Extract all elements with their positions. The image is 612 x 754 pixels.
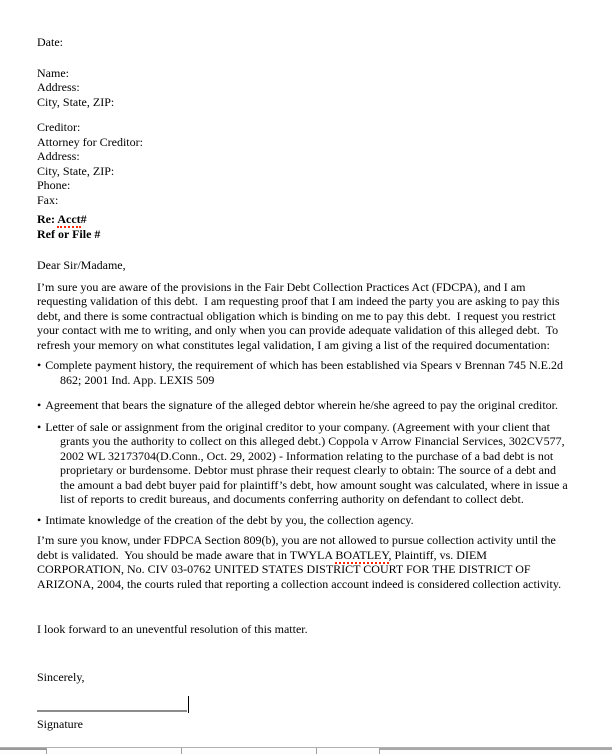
recipient-address-line: Address: bbox=[37, 80, 80, 94]
closing-misspelled-word: BOATLEY bbox=[335, 547, 389, 562]
date-line: Date: bbox=[37, 35, 63, 49]
letter-body bbox=[37, 35, 572, 732]
status-bar-right-segment bbox=[379, 748, 612, 750]
documentation-list bbox=[37, 358, 572, 527]
list-item-text: Agreement that bears the signature of the alleged debtor wherein he/she agreed to pay the original creditor. bbox=[45, 398, 559, 412]
status-bar bbox=[0, 747, 612, 754]
re-suffix: # bbox=[80, 212, 87, 226]
re-prefix: Re: bbox=[37, 212, 58, 226]
creditor-fax-line: Fax: bbox=[37, 192, 59, 207]
list-item bbox=[37, 358, 572, 387]
creditor-phone-line: Phone: bbox=[37, 178, 71, 192]
status-bar-left-cap bbox=[0, 748, 46, 750]
re-line bbox=[37, 212, 572, 227]
final-line: I look forward to an uneventful resolution of this matter. bbox=[37, 622, 308, 636]
bullet-icon: • bbox=[37, 419, 42, 434]
recipient-name-line: Name: bbox=[37, 65, 69, 80]
bullet-icon: • bbox=[37, 512, 42, 527]
recipient-city-line: City, State, ZIP: bbox=[37, 94, 115, 109]
list-item-text: Letter of sale or assignment from the original creditor to your company. (Agreement with your client that grants you the authority to collect on this alleged debt.) Coppola v Arrow Financial Services, 302CV577, 2002 WL 32173704(D.Conn., Oct. 29, 2002) - Information relating to the purchase of a bad debt is not proprietary or burdensome. Debtor must phrase their request clearly to obtain: The source of a debt and the amount a bad debt buyer paid for plaintiff’s debt, how amount sought was calculated, where in issue a list of reports to credit bureaus, and documents conferring authority on defendant to collect debt. bbox=[45, 419, 571, 506]
list-item-text: Intimate knowledge of the creation of the debt by you, the collection agency. bbox=[45, 512, 414, 527]
status-bar-divider bbox=[46, 748, 47, 754]
list-item bbox=[37, 398, 572, 413]
re-misspelled-word: Acct bbox=[57, 212, 81, 226]
creditor-line: Creditor: bbox=[37, 120, 81, 134]
status-bar-divider bbox=[379, 748, 380, 754]
signature-line[interactable] bbox=[37, 697, 187, 712]
closing-after: , Plaintiff, vs. DIEM CORPORATION, No. CIV 03-0762 UNITED STATES DISTRICT COURT FOR THE DISTRICT OF ARIZONA, 2004, the courts ruled that reporting a collection account indeed is considered collection activity. bbox=[37, 547, 562, 591]
recipient-block bbox=[37, 66, 572, 110]
reference-block bbox=[37, 212, 572, 241]
list-item bbox=[37, 420, 572, 507]
creditor-city-line: City, State, ZIP: bbox=[37, 163, 115, 178]
valediction: Sincerely, bbox=[37, 669, 85, 684]
attorney-line: Attorney for Creditor: bbox=[37, 134, 143, 149]
status-bar-divider bbox=[316, 748, 317, 754]
ref-file-line: Ref or File # bbox=[37, 226, 101, 241]
bullet-icon: • bbox=[37, 398, 42, 412]
bullet-icon: • bbox=[37, 358, 42, 372]
creditor-block bbox=[37, 120, 572, 207]
creditor-address-line: Address: bbox=[37, 149, 80, 163]
closing-before: I’m sure you know, under FDPCA Section 809(b), you are not allowed to pursue collection activity until the debt is validated. You should be made aware that in TWYLA bbox=[37, 533, 559, 562]
signature-label: Signature bbox=[37, 717, 83, 731]
salutation: Dear Sir/Madame, bbox=[37, 258, 126, 272]
text-cursor bbox=[188, 696, 189, 713]
list-item bbox=[37, 513, 572, 528]
status-bar-divider bbox=[181, 748, 182, 754]
case-citation-paragraph bbox=[37, 533, 572, 591]
opening-paragraph: I’m sure you are aware of the provisions in the Fair Debt Collection Practices Act (FDCPA), and I am requesting validation of this debt. I am requesting proof that I am indeed the party you are asking to pay this debt, and there is some contractual obligation which is binding on me to pay this debt. I request you restrict your contact with me to writing, and only when you can provide adequate validation of this alleged debt. To refresh your memory on what constitutes legal validation, I am giving a list of the required documentation: bbox=[37, 279, 563, 352]
list-item-text: Complete payment history, the requirement of which has been established via Spears v Brennan 745 N.E.2d 862; 2001 Ind. App. LEXIS 509 bbox=[45, 358, 566, 387]
